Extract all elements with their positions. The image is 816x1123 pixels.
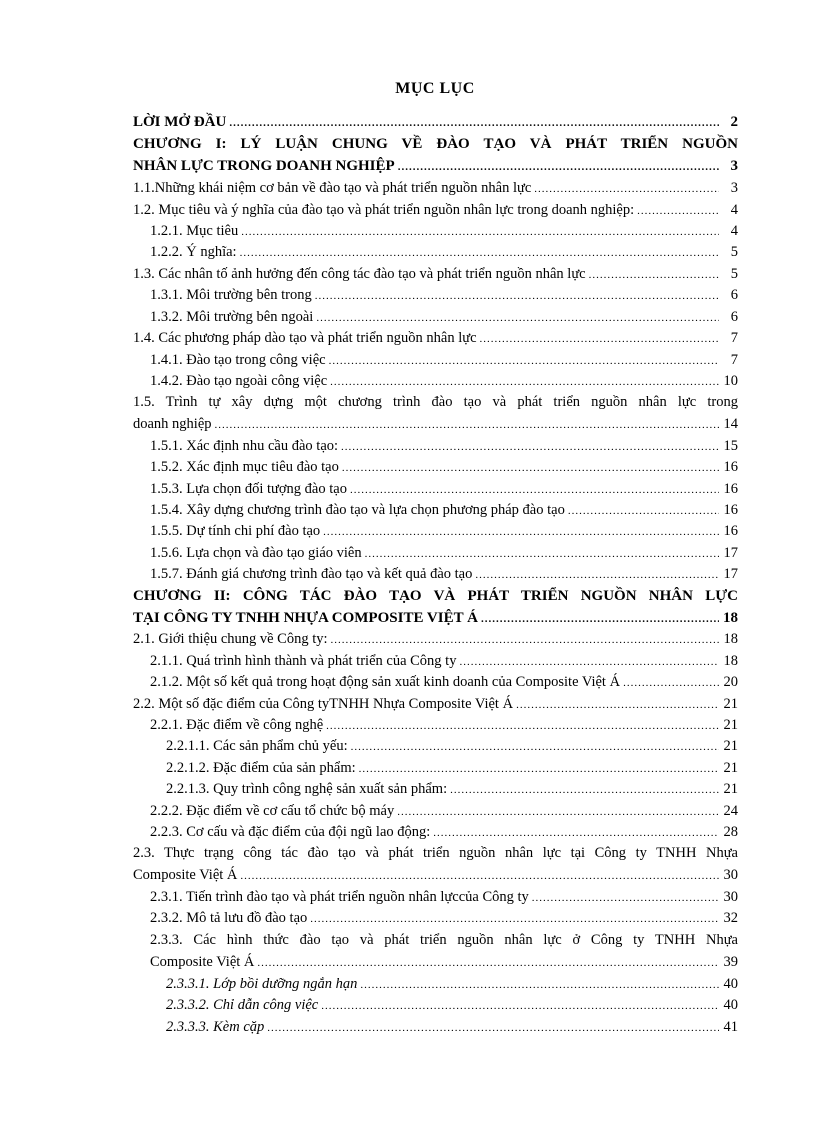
toc-entry-text: 2.3.3.3. Kèm cặp [166,1019,265,1035]
toc-page-number: 7 [730,352,738,368]
toc-page-number: 18 [723,653,738,669]
toc-entry[interactable] [150,672,738,692]
toc-entry-text: 2.2. Một số đặc điểm của Công tyTNHH Nhựa Composite Việt Á [133,696,514,712]
toc-entry-text: 1.4. Các phương pháp dào tạo và phát triển nguồn nhân lực [133,330,477,346]
toc-entry[interactable] [166,758,738,778]
dot-leader [240,866,719,886]
toc-page-number: 41 [723,1019,738,1035]
toc-entry[interactable] [133,264,738,284]
toc-page-number: 16 [723,459,738,475]
toc-entry[interactable] [133,178,738,198]
toc-page-number: 18 [723,610,738,626]
toc-entry[interactable] [150,715,738,735]
toc-page-number: 10 [723,373,738,389]
toc-entry-text: 2.3.3.1. Lớp bồi dưỡng ngắn hạn [166,976,358,992]
toc-entry-text: 2.2.3. Cơ cấu và đặc điểm của đội ngũ lao động: [150,824,431,840]
toc-page-number: 39 [723,954,738,970]
toc-entry-text: 2.2.1.1. Các sản phẩm chủ yếu: [166,738,348,754]
dot-leader [433,823,719,843]
toc-page-number: 15 [723,438,738,454]
dot-leader [450,780,719,800]
toc-entry[interactable] [150,457,738,477]
toc-entry-text: Composite Việt Á [150,954,255,970]
dot-leader [351,737,719,757]
toc-entry[interactable] [150,822,738,842]
toc-entry-text: 1.2.1. Mục tiêu [150,223,239,239]
toc-page-number: 17 [723,566,738,582]
page-title: MỤC LỤC [395,80,475,97]
toc-page-number: 30 [723,867,738,883]
dot-leader [326,716,719,736]
toc-page-number: 40 [723,976,738,992]
dot-leader [310,909,719,929]
toc-entry-text: 2.3.1. Tiến trình đào tạo và phát triển nguồn nhân lựccủa Công ty [150,889,529,905]
dot-leader [229,113,719,133]
toc-entry-text: 2.2.1. Đặc điểm về công nghệ [150,717,324,733]
dot-leader [532,888,719,908]
dot-leader [637,201,719,221]
dot-leader [623,673,719,693]
toc-entry-text: Composite Việt Á [133,867,238,883]
dot-leader [257,953,719,973]
toc-page-number: 18 [723,631,738,647]
toc-entry[interactable] [133,156,738,176]
dot-leader [534,179,719,199]
toc-entry[interactable] [150,952,738,972]
toc-page-number: 28 [723,824,738,840]
toc-entry[interactable] [166,974,738,994]
dot-leader [360,975,719,995]
dot-leader [321,996,719,1016]
dot-leader [365,544,719,564]
toc-page-number: 6 [730,309,738,325]
toc-entry-line[interactable]: 1.5. Trình tự xây dựng một chương trình đào tạo và phát triển nguồn nhân lực trong [133,394,738,410]
toc-entry[interactable] [133,414,738,434]
dot-leader [331,630,719,650]
toc-entry-text: 1.3. Các nhân tố ảnh hưởng đến công tác đào tạo và phát triển nguồn nhân lực [133,266,586,282]
dot-leader [516,695,719,715]
toc-page-number: 21 [723,781,738,797]
toc-entry-text: 2.2.2. Đặc điểm về cơ cấu tổ chức bộ máy [150,803,395,819]
toc-page-number: 4 [730,202,738,218]
dot-leader [342,458,719,478]
toc-entry-text: 1.5.5. Dự tính chi phí đào tạo [150,523,321,539]
toc-page-number: 21 [723,717,738,733]
toc-page-number: 14 [723,416,738,432]
toc-entry-text: 2.2.1.3. Quy trình công nghệ sản xuất sản phẩm: [166,781,448,797]
toc-entry[interactable] [150,651,738,671]
toc-entry[interactable] [150,564,738,584]
dot-leader [241,222,719,242]
toc-entry[interactable] [133,328,738,348]
toc-entry-text: 1.5.6. Lựa chọn và đào tạo giáo viên [150,545,362,561]
toc-entry-text: 1.5.4. Xây dựng chương trình đào tạo và lựa chọn phương pháp đào tạo [150,502,565,518]
toc-page-number: 16 [723,502,738,518]
toc-entry[interactable] [133,694,738,714]
toc-page-number: 21 [723,738,738,754]
toc-entry[interactable] [150,242,738,262]
toc-entry-text: 1.3.2. Môi trường bên ngoài [150,309,314,325]
toc-page-number: 5 [730,244,738,260]
toc-entry-text: TẠI CÔNG TY TNHH NHỰA COMPOSITE VIỆT Á [133,610,478,626]
toc-page-number: 20 [723,674,738,690]
toc-page-number: 21 [723,696,738,712]
toc-entry-text: 2.1.2. Một số kết quả trong hoạt động sản xuất kinh doanh của Composite Việt Á [150,674,621,690]
toc-entry[interactable] [150,221,738,241]
dot-leader [398,157,719,177]
toc-entry[interactable] [150,521,738,541]
toc-entry-text: 1.5.1. Xác định nhu cầu đào tạo: [150,438,339,454]
toc-entry-text: LỜI MỞ ĐẦU [133,114,227,130]
dot-leader [359,759,719,779]
toc-page-number: 6 [730,287,738,303]
toc-page-number: 16 [723,481,738,497]
toc-entry-line[interactable]: 2.3.3. Các hình thức đào tạo và phát triển nguồn nhân lực ở Công ty TNHH Nhựa [150,932,738,948]
dot-leader [267,1018,719,1038]
dot-leader [341,437,719,457]
dot-leader [589,265,719,285]
dot-leader [350,480,719,500]
toc-entry[interactable] [133,200,738,220]
toc-entry-text: 1.4.2. Đào tạo ngoài công việc [150,373,328,389]
toc-entry[interactable] [150,887,738,907]
toc-entry[interactable] [150,500,738,520]
toc-entry[interactable] [133,112,738,132]
dot-leader [215,415,719,435]
toc-page-number: 3 [730,180,738,196]
toc-entry[interactable] [150,436,738,456]
toc-entry-text: doanh nghiệp [133,416,212,432]
toc-page-number: 40 [723,997,738,1013]
toc-entry-text: 1.4.1. Đào tạo trong công việc [150,352,326,368]
toc-entry[interactable] [150,371,738,391]
dot-leader [397,802,719,822]
dot-leader [330,372,719,392]
toc-entry-text: NHÂN LỰC TRONG DOANH NGHIỆP [133,158,395,174]
toc-entry[interactable] [150,307,738,327]
toc-page-number: 4 [730,223,738,239]
dot-leader [316,308,719,328]
toc-page-number: 17 [723,545,738,561]
toc-entry-line[interactable]: CHƯƠNG I: LÝ LUẬN CHUNG VỀ ĐÀO TẠO VÀ PHÁT TRIỂN NGUỒN [133,136,738,152]
toc-page-number: 16 [723,523,738,539]
toc-entry-line[interactable]: CHƯƠNG II: CÔNG TÁC ĐÀO TẠO VÀ PHÁT TRIỂN NGUỒN NHÂN LỰC [133,588,738,604]
toc-entry-text: 1.1.Những khái niệm cơ bản về đào tạo và phát triển nguồn nhân lực [133,180,532,196]
dot-leader [315,286,719,306]
toc-entry[interactable] [166,736,738,756]
dot-leader [480,329,719,349]
dot-leader [481,609,719,629]
toc-entry[interactable] [166,995,738,1015]
dot-leader [459,652,719,672]
toc-entry-text: 2.2.1.2. Đặc điểm của sản phẩm: [166,760,356,776]
toc-entry[interactable] [150,801,738,821]
toc-entry-text: 1.5.3. Lựa chọn đối tượng đào tạo [150,481,347,497]
toc-page-number: 3 [730,158,738,174]
toc-entry[interactable] [150,543,738,563]
toc-entry-text: 1.2.2. Ý nghĩa: [150,244,237,260]
toc-entry[interactable] [133,608,738,628]
dot-leader [329,351,719,371]
toc-page-number: 21 [723,760,738,776]
toc-page-number: 24 [723,803,738,819]
toc-entry-text: 1.5.7. Đánh giá chương trình đào tạo và kết quả đào tạo [150,566,473,582]
toc-entry-text: 1.3.1. Môi trường bên trong [150,287,312,303]
dot-leader [568,501,719,521]
toc-page-number: 7 [730,330,738,346]
toc-entry-text: 1.2. Mục tiêu và ý nghĩa của đào tạo và phát triển nguồn nhân lực trong doanh nghiệp: [133,202,635,218]
toc-entry[interactable] [133,865,738,885]
toc-entry-text: 2.1. Giới thiệu chung về Công ty: [133,631,328,647]
dot-leader [475,565,719,585]
toc-entry-text: 2.1.1. Quá trình hình thành và phát triển của Công ty [150,653,457,669]
toc-entry-text: 1.5.2. Xác định mục tiêu đào tạo [150,459,339,475]
dot-leader [240,243,719,263]
toc-entry-line[interactable]: 2.3. Thực trạng công tác đào tạo và phát triển nguồn nhân lực tại Công ty TNHH Nhựa [133,845,738,861]
toc-entry[interactable] [150,350,738,370]
toc-page-number: 5 [730,266,738,282]
toc-entry-text: 2.3.2. Mô tả lưu đồ đào tạo [150,910,308,926]
toc-entry[interactable] [133,629,738,649]
toc-entry-text: 2.3.3.2. Chỉ dẫn công việc [166,997,319,1013]
toc-page-number: 32 [723,910,738,926]
toc-page-number: 30 [723,889,738,905]
toc-entry[interactable] [166,779,738,799]
toc-entry[interactable] [150,285,738,305]
toc-page-number: 2 [730,114,738,130]
toc-entry[interactable] [166,1017,738,1037]
toc-entry[interactable] [150,908,738,928]
toc-entry[interactable] [150,479,738,499]
dot-leader [323,522,719,542]
